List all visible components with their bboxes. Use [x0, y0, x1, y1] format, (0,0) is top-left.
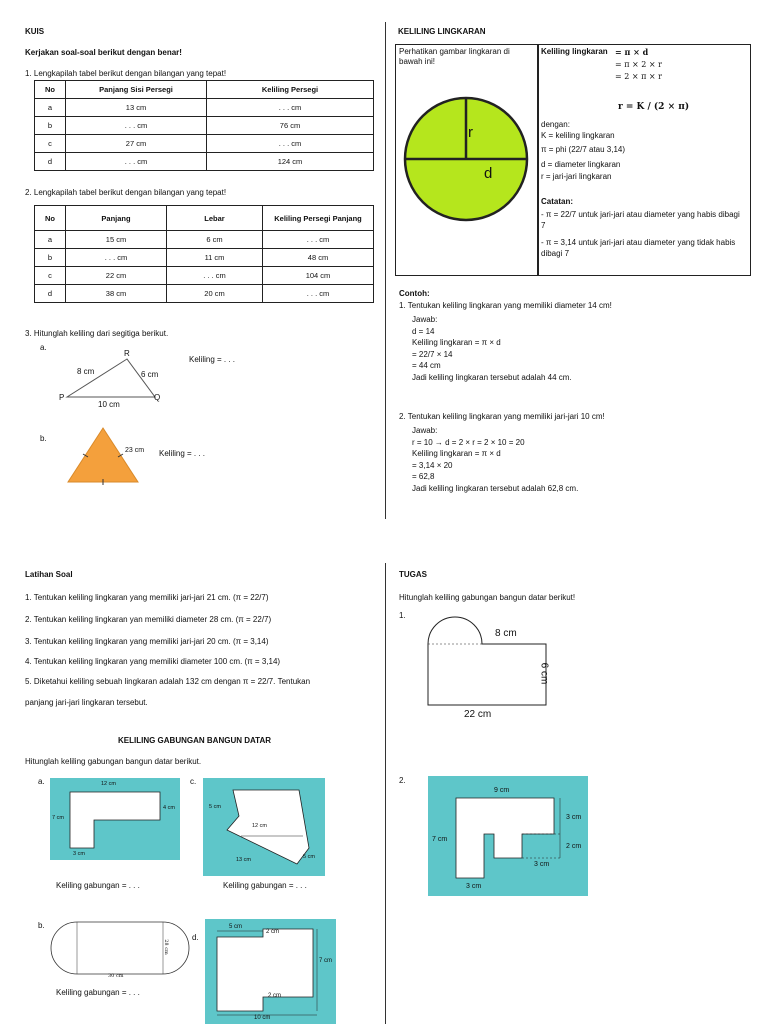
fig-a-bottom: 3 cm [73, 851, 85, 857]
cell: 38 cm [66, 285, 167, 303]
table-row [35, 135, 374, 153]
table-header: No [35, 81, 66, 99]
kuis-q3: 3. Hitunglah keliling dari segitiga berikut. [25, 329, 169, 338]
cell: . . . cm [66, 153, 207, 171]
def-r: r = jari-jari lingkaran [541, 172, 612, 181]
circle-r-label: r [468, 124, 473, 141]
cell: . . . cm [207, 99, 374, 117]
table-row [35, 267, 374, 285]
tugas-fig2-shape [428, 776, 588, 896]
def-k: K = keliling lingkaran [541, 131, 615, 140]
circle-d-label: d [484, 165, 493, 182]
kuis-instruction: Kerjakan soal-soal berikut dengan benar! [25, 48, 182, 57]
fig-d-bottom: 10 cm [254, 1015, 271, 1021]
answer-line: = 62,8 [412, 472, 435, 481]
cell: 27 cm [66, 135, 207, 153]
table-row [35, 153, 374, 171]
triangle-equilateral [65, 424, 145, 486]
answer-line: Keliling lingkaran = π × d [412, 338, 501, 347]
cell: . . . cm [263, 231, 374, 249]
kuis-q2: 2. Lengkapilah tabel berikut dengan bilangan yang tepat! [25, 188, 227, 197]
cell: a [35, 99, 66, 117]
latihan-item: 5. Diketahui keliling sebuah lingkaran adalah 132 cm dengan π = 22/7. Tentukan [25, 677, 311, 686]
answer-line: Jadi keliling lingkaran tersebut adalah 44 cm. [412, 372, 572, 382]
lingkaran-intro: Perhatikan gambar lingkaran di bawah ini! [399, 47, 510, 66]
fig-a-shape [50, 778, 180, 860]
cell: 6 cm [167, 231, 263, 249]
table-row [35, 117, 374, 135]
tri-b-side: 23 cm [125, 447, 145, 454]
fig-c-label: c. [190, 777, 197, 786]
ex1-answer [412, 314, 572, 383]
fig-c-mid: 12 cm [252, 823, 267, 829]
dengan-label: dengan: [541, 120, 570, 129]
circle-figure [402, 95, 532, 225]
column-divider [385, 563, 386, 1024]
table-header: Keliling Persegi Panjang [263, 206, 374, 231]
keliling-gabungan-b: Keliling gabungan = . . . [56, 988, 140, 997]
fig-d-right: 7 cm [319, 958, 333, 964]
tugas-fig2-r2: 2 cm [566, 843, 582, 850]
table-header: Lebar [167, 206, 263, 231]
table-row [35, 231, 374, 249]
tugas-fig1-bottom: 22 cm [464, 709, 492, 720]
kuis-q1: 1. Lengkapilah tabel berikut dengan bilangan yang tepat! [25, 69, 227, 78]
keliling-a: Keliling = . . . [189, 355, 236, 364]
tri-side-pq: 10 cm [98, 400, 120, 409]
tugas-fig2-r1: 3 cm [566, 814, 582, 821]
gabungan-title: KELILING GABUNGAN BANGUN DATAR [118, 736, 272, 745]
cell: . . . cm [207, 135, 374, 153]
tugas-fig2-left: 7 cm [432, 836, 448, 843]
cell: d [35, 153, 66, 171]
latihan-item: 4. Tentukan keliling lingkaran yang memiliki diameter 100 cm. (π = 3,14) [25, 657, 281, 666]
tugas-fig2-top: 9 cm [494, 787, 510, 794]
keliling-gabungan-c: Keliling gabungan = . . . [223, 881, 307, 890]
column-divider [385, 22, 386, 519]
catatan-label: Catatan: [541, 197, 574, 206]
tugas-n1: 1. [399, 611, 406, 620]
keliling-b: Keliling = . . . [159, 449, 206, 458]
answer-line: = 3,14 × 20 [412, 460, 453, 470]
answer-line: = 44 cm [412, 361, 441, 370]
latihan-item-cont: panjang jari-jari lingkaran tersebut. [25, 698, 148, 707]
tugas-fig1-top: 8 cm [495, 628, 517, 639]
fig-d-inner: 2 cm [268, 993, 282, 999]
fig-a-top: 12 cm [101, 781, 116, 787]
kuis-q3a: a. [40, 343, 47, 352]
fig-d-label: d. [192, 933, 199, 942]
note-1-text: π = 22/7 untuk jari-jari atau diameter yang habis dibagi 7 [541, 210, 740, 230]
tri-label-r: R [124, 349, 130, 358]
fig-c-left: 5 cm [209, 804, 221, 810]
table-header: Panjang Sisi Persegi [66, 81, 207, 99]
fig-d-topr: 2 cm [266, 929, 280, 935]
ex1-question: 1. Tentukan keliling lingkaran yang memiliki diameter 14 cm! [399, 301, 612, 310]
cell: c [35, 267, 66, 285]
tri-label-p: P [59, 393, 65, 402]
table-persegi-panjang [34, 205, 374, 303]
answer-line: Jawab: [412, 426, 438, 435]
note-2: - π = 3,14 untuk jari-jari atau diameter yang tidak habis dibagi 7 [541, 238, 736, 258]
cell: 11 cm [167, 249, 263, 267]
answer-line: Jawab: [412, 315, 438, 324]
tugas-fig1-right: 6 cm [538, 662, 550, 685]
table-header: No [35, 206, 66, 231]
tugas-fig2-inner: 3 cm [534, 861, 550, 868]
ex2-answer [412, 425, 578, 494]
kuis-title: KUIS [25, 27, 45, 36]
cell: 76 cm [207, 117, 374, 135]
table-header: Panjang [66, 206, 167, 231]
table-header: Keliling Persegi [207, 81, 374, 99]
table-persegi [34, 80, 374, 171]
fig-c-bottom: 13 cm [236, 857, 251, 863]
fig-b-label: b. [38, 921, 45, 930]
table-row [35, 249, 374, 267]
answer-line: d = 14 [412, 326, 435, 336]
latihan-item: 1. Tentukan keliling lingkaran yang memiliki jari-jari 21 cm. (π = 22/7) [25, 593, 269, 602]
fig-b-bottom: 30 cm [108, 973, 124, 979]
cell: 124 cm [207, 153, 374, 171]
lingkaran-title: KELILING LINGKARAN [398, 27, 486, 36]
def-pi: π = phi (22/7 atau 3,14) [541, 145, 626, 154]
contoh-label: Contoh: [399, 289, 430, 298]
tri-side-pr: 8 cm [77, 367, 95, 376]
latihan-item: 3. Tentukan keliling lingkaran yang memiliki jari-jari 20 cm. (π = 3,14) [25, 637, 269, 646]
cell: . . . cm [66, 117, 207, 135]
tugas-title: TUGAS [399, 570, 427, 579]
tugas-instruction: Hitunglah keliling gabungan bangun datar berikut! [399, 593, 576, 602]
def-d: d = diameter lingkaran [541, 160, 621, 169]
tri-side-rq: 6 cm [141, 370, 159, 379]
latihan-title: Latihan Soal [25, 570, 73, 579]
cell: c [35, 135, 66, 153]
cell: d [35, 285, 66, 303]
formula-r: r = K / (2 × π) [618, 102, 690, 112]
cell: b [35, 249, 66, 267]
answer-line: Jadi keliling lingkaran tersebut adalah 62,8 cm. [412, 483, 579, 493]
cell: . . . cm [263, 285, 374, 303]
cell: 15 cm [66, 231, 167, 249]
note-2-text: π = 3,14 untuk jari-jari atau diameter yang tidak habis dibagi 7 [541, 238, 736, 258]
formula-title: Keliling lingkaran [541, 47, 608, 56]
cell: . . . cm [167, 267, 263, 285]
formula-line: = π × d [615, 47, 649, 57]
tugas-fig2-bottom: 3 cm [466, 883, 482, 890]
formula-line: = 2 × π × r [615, 72, 662, 81]
tri-label-q: Q [154, 393, 161, 402]
answer-line: r = 10 → d = 2 × r = 2 × 10 = 20 [412, 437, 525, 447]
fig-b-shape [50, 920, 190, 978]
triangle-pqr [55, 345, 185, 410]
cell: 104 cm [263, 267, 374, 285]
gabungan-instruction: Hitunglah keliling gabungan bangun datar berikut. [25, 757, 202, 766]
cell: 22 cm [66, 267, 167, 285]
fig-c-right: 5 cm [303, 854, 315, 860]
cell: 48 cm [263, 249, 374, 267]
fig-a-label: a. [38, 777, 45, 786]
kuis-q3b: b. [40, 434, 47, 443]
cell: . . . cm [66, 249, 167, 267]
table-row [35, 99, 374, 117]
fig-a-left: 7 cm [52, 815, 64, 821]
fig-a-right: 4 cm [163, 805, 175, 811]
latihan-item: 2. Tentukan keliling lingkaran yan memiliki diameter 28 cm. (π = 22/7) [25, 615, 272, 624]
answer-line: = 22/7 × 14 [412, 349, 453, 359]
cell: a [35, 231, 66, 249]
ex2-question: 2. Tentukan keliling lingkaran yang memiliki jari-jari 10 cm! [399, 412, 605, 421]
table-row [35, 285, 374, 303]
formula-line: = π × 2 × r [615, 60, 662, 69]
fig-b-height: 28 cm [162, 939, 169, 955]
keliling-gabungan-a: Keliling gabungan = . . . [56, 881, 140, 890]
fig-d-top: 5 cm [229, 924, 243, 930]
note-1: - π = 22/7 untuk jari-jari atau diameter yang habis dibagi 7 [541, 210, 740, 230]
cell: b [35, 117, 66, 135]
cell: 20 cm [167, 285, 263, 303]
cell: 13 cm [66, 99, 207, 117]
answer-line: Keliling lingkaran = π × d [412, 449, 501, 458]
tugas-n2: 2. [399, 776, 406, 785]
